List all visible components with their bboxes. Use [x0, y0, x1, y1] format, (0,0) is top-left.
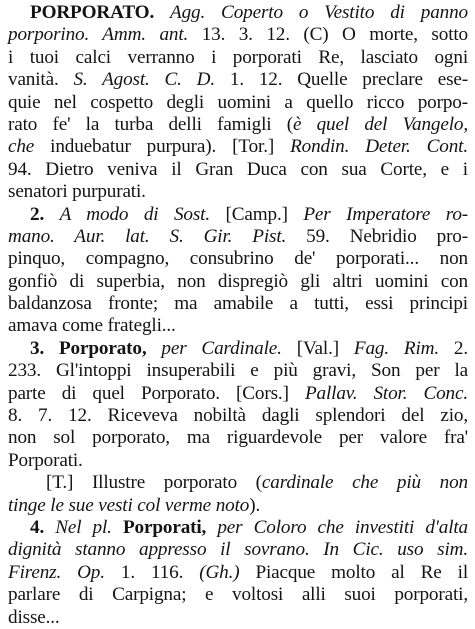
italic-text: Fag. Rim. — [353, 337, 439, 359]
text-line — [8, 383, 468, 405]
body-text: i tuoi calci verranno i porporati Re, lasciato ogni — [8, 46, 468, 68]
italic-text: Agg. Coperto o Vestito di panno — [170, 2, 468, 23]
italic-text: per Cardinale. — [161, 337, 282, 359]
text-line — [8, 562, 468, 584]
text-line — [8, 405, 468, 427]
body-text: Piacque molto al Re il — [239, 561, 468, 583]
body-text: 233. Gl'intoppi insuperabili e più gravi, Son per la — [8, 360, 468, 382]
text-line — [8, 472, 468, 494]
italic-text: che — [8, 136, 35, 158]
text-line — [8, 114, 468, 136]
body-text: [Camp.] — [210, 203, 304, 225]
italic-text: mano. Aur. lat. S. Gir. Pist. — [8, 225, 287, 247]
body-text: 8. 7. 12. Riceveva nobiltà dagli splendori del zio, — [8, 405, 468, 427]
text-line — [8, 315, 468, 337]
text-line — [8, 450, 468, 472]
body-text: 1. 12. Quelle preclare ese- — [215, 69, 469, 91]
headword-text: Porporati, — [122, 516, 207, 538]
italic-text: dignità stanno appresso il sovrano. In Cic. uso sim. — [8, 539, 468, 561]
text-line — [8, 539, 468, 561]
body-text: amava come frategli... — [8, 315, 176, 337]
body-text: rato fe' la turba delli famigli ( — [8, 113, 293, 135]
body-text: baldanzosa fronte; ma amabile a tutti, essi principi — [8, 293, 468, 315]
italic-text: cardinale che più non — [261, 472, 468, 494]
italic-text: S. Agost. C. D. — [73, 69, 216, 91]
headword-text: 3. Porporato, — [30, 337, 147, 359]
body-text: [T.] Illustre porporato ( — [46, 472, 262, 494]
italic-text: porporino. Amm. ant. — [8, 24, 189, 46]
headword-text: PORPORATO. — [30, 2, 155, 23]
text-line — [8, 69, 468, 91]
text-line — [8, 47, 468, 69]
body-text: quie nel cospetto degli uomini a quello ricco porpo- — [8, 91, 468, 113]
text-line — [8, 226, 468, 248]
headword-text: 2. — [30, 203, 60, 225]
text-line — [8, 2, 468, 24]
body-text: 59. Nebridio pro- — [286, 225, 468, 247]
body-text: parlare di Carpigna; e voltosi alli suoi porporati, — [8, 584, 468, 606]
body-text — [112, 517, 123, 538]
text-line — [8, 360, 468, 382]
text-line — [8, 293, 468, 315]
body-text: gonfiò di superbia, non dispregiò gli altri uomini con — [8, 270, 468, 292]
text-line — [8, 584, 468, 606]
italic-text: è quel del Vangelo, — [292, 113, 468, 135]
body-text: induebatur purpura). [Tor.] — [34, 136, 291, 158]
text-line — [8, 517, 468, 539]
italic-text: tinge le sue vesti col verme noto — [8, 494, 250, 516]
text-line — [8, 271, 468, 293]
text-line — [8, 136, 468, 158]
italic-text: Firenz. Op. — [8, 561, 105, 583]
body-text: 13. 3. 12. (C) O morte, sotto — [188, 24, 469, 46]
body-text — [146, 338, 161, 359]
body-text: parte di quel Porporato. [Cors.] — [8, 382, 305, 404]
italic-text: per Coloro che investiti d'alta — [217, 516, 468, 538]
italic-text: A modo di Sost. — [59, 203, 210, 225]
italic-text: Per Imperatore ro- — [303, 203, 469, 225]
body-text: pinquo, compagno, consubrino de' porporati... non — [8, 248, 468, 270]
body-text: ). — [249, 494, 261, 516]
body-text: 1. 116. — [104, 561, 200, 583]
body-text: [Val.] — [281, 337, 354, 359]
text-line — [8, 338, 468, 360]
body-text: disse... — [8, 606, 60, 628]
headword-text: 4. — [30, 516, 56, 538]
text-line — [8, 495, 468, 517]
italic-text: Pallav. Stor. Conc. — [304, 382, 469, 404]
text-line — [8, 159, 468, 181]
text-line — [8, 92, 468, 114]
text-line — [8, 24, 468, 46]
italic-text: (Gh.) — [199, 561, 240, 583]
body-text: non sol porporato, ma riguardevole per valore fra' — [8, 427, 468, 449]
body-text: 2. — [439, 337, 468, 359]
body-text: Porporati. — [8, 449, 83, 471]
body-text — [154, 2, 170, 23]
body-text: vanità. — [8, 69, 74, 91]
italic-text: Rondin. Deter. Cont. — [290, 136, 468, 158]
text-line — [8, 607, 468, 629]
text-line — [8, 427, 468, 449]
body-text: 94. Dietro veniva il Gran Duca con sua Corte, e i — [8, 158, 468, 180]
body-text: senatori purpurati. — [8, 181, 146, 203]
italic-text: Nel pl. — [55, 516, 112, 538]
text-line — [8, 181, 468, 203]
text-line — [8, 248, 468, 270]
body-text — [206, 517, 217, 538]
text-line — [8, 204, 468, 226]
